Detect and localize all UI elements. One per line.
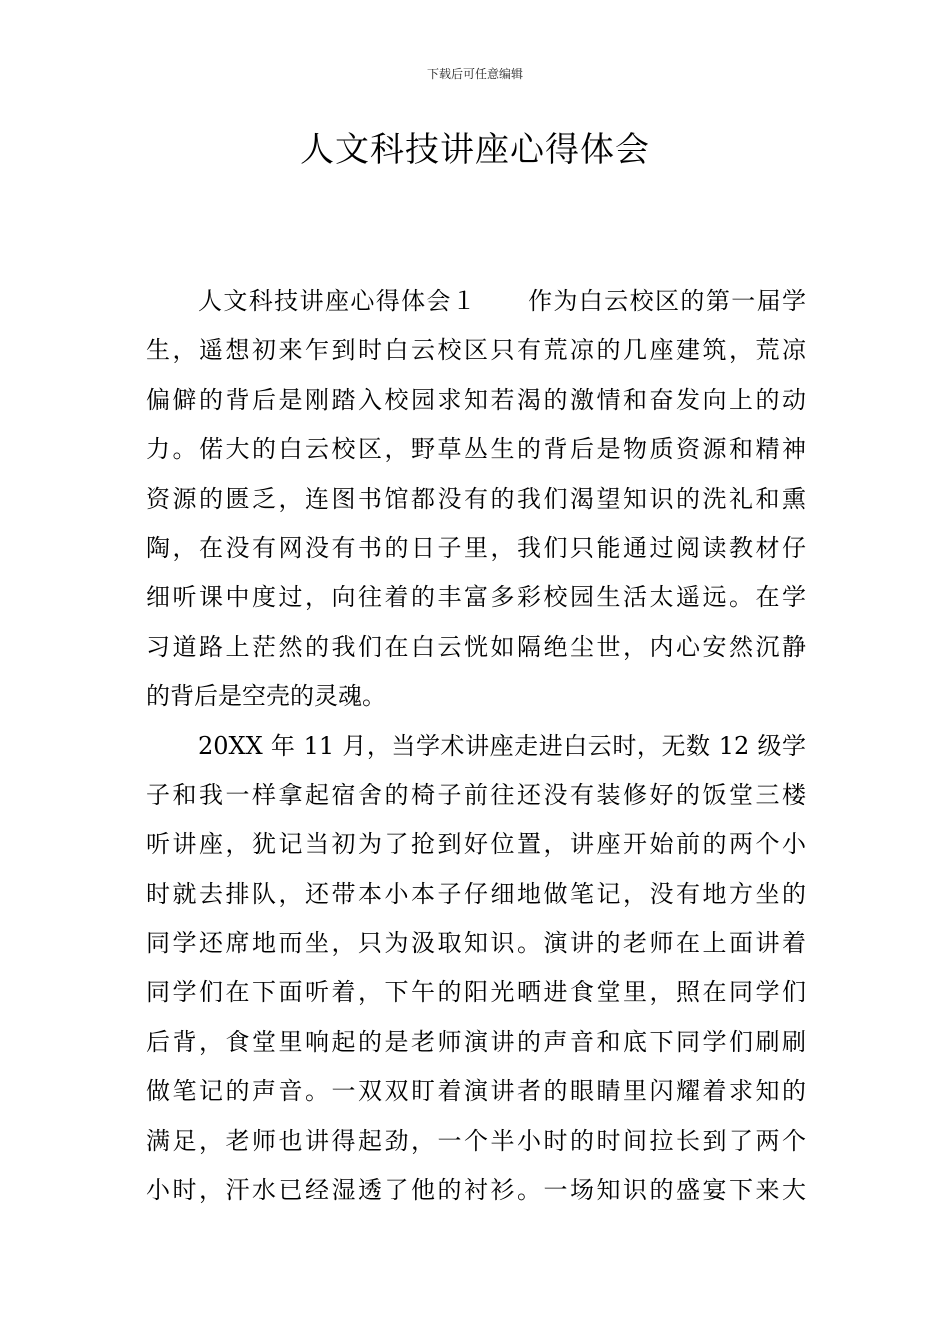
paragraph-line: 生，遥想初来乍到时白云校区只有荒凉的几座建筑，荒凉 — [146, 336, 806, 365]
paragraph-line: 满足，老师也讲得起劲，一个半小时的时间拉长到了两个 — [146, 1126, 806, 1155]
paragraph-line: 子和我一样拿起宿舍的椅子前往还没有装修好的饭堂三楼 — [146, 780, 806, 809]
paragraph-line: 力。偌大的白云校区，野草丛生的背后是物质资源和精神 — [146, 435, 806, 464]
paragraph-line: 陶，在没有网没有书的日子里，我们只能通过阅读教材仔 — [146, 533, 806, 562]
paragraph-line: 后背，食堂里响起的是老师演讲的声音和底下同学们刷刷 — [146, 1027, 806, 1056]
paragraph-line: 细听课中度过，向往着的丰富多彩校园生活太遥远。在学 — [146, 583, 806, 612]
paragraph-line: 听讲座，犹记当初为了抢到好位置，讲座开始前的两个小 — [146, 830, 806, 859]
paragraph-line: 习道路上茫然的我们在白云恍如隔绝尘世，内心安然沉静 — [146, 632, 806, 661]
paragraph-line: 做笔记的声音。一双双盯着演讲者的眼睛里闪耀着求知的 — [146, 1077, 806, 1106]
document-title: 人文科技讲座心得体会 — [300, 130, 650, 170]
paragraph-line: 偏僻的背后是刚踏入校园求知若渴的激情和奋发向上的动 — [146, 385, 806, 414]
page-header-note: 下载后可任意编辑 — [426, 67, 523, 81]
paragraph-line: 资源的匮乏，连图书馆都没有的我们渴望知识的洗礼和熏 — [146, 484, 806, 513]
paragraph-line: 20XX 年 11 月，当学术讲座走进白云时，无数 12 级学 — [198, 731, 806, 760]
paragraph-line: 同学还席地而坐，只为汲取知识。演讲的老师在上面讲着 — [146, 929, 806, 958]
paragraph-line: 同学们在下面听着，下午的阳光晒进食堂里，照在同学们 — [146, 978, 806, 1007]
paragraph-line: 小时，汗水已经湿透了他的衬衫。一场知识的盛宴下来大 — [146, 1176, 806, 1205]
paragraph-line: 人文科技讲座心得体会１ 作为白云校区的第一届学 — [198, 287, 806, 315]
paragraph-line: 时就去排队，还带本小本子仔细地做笔记，没有地方坐的 — [146, 879, 806, 908]
paragraph-line: 的背后是空壳的灵魂。 — [146, 682, 386, 711]
document-body — [146, 277, 806, 1215]
